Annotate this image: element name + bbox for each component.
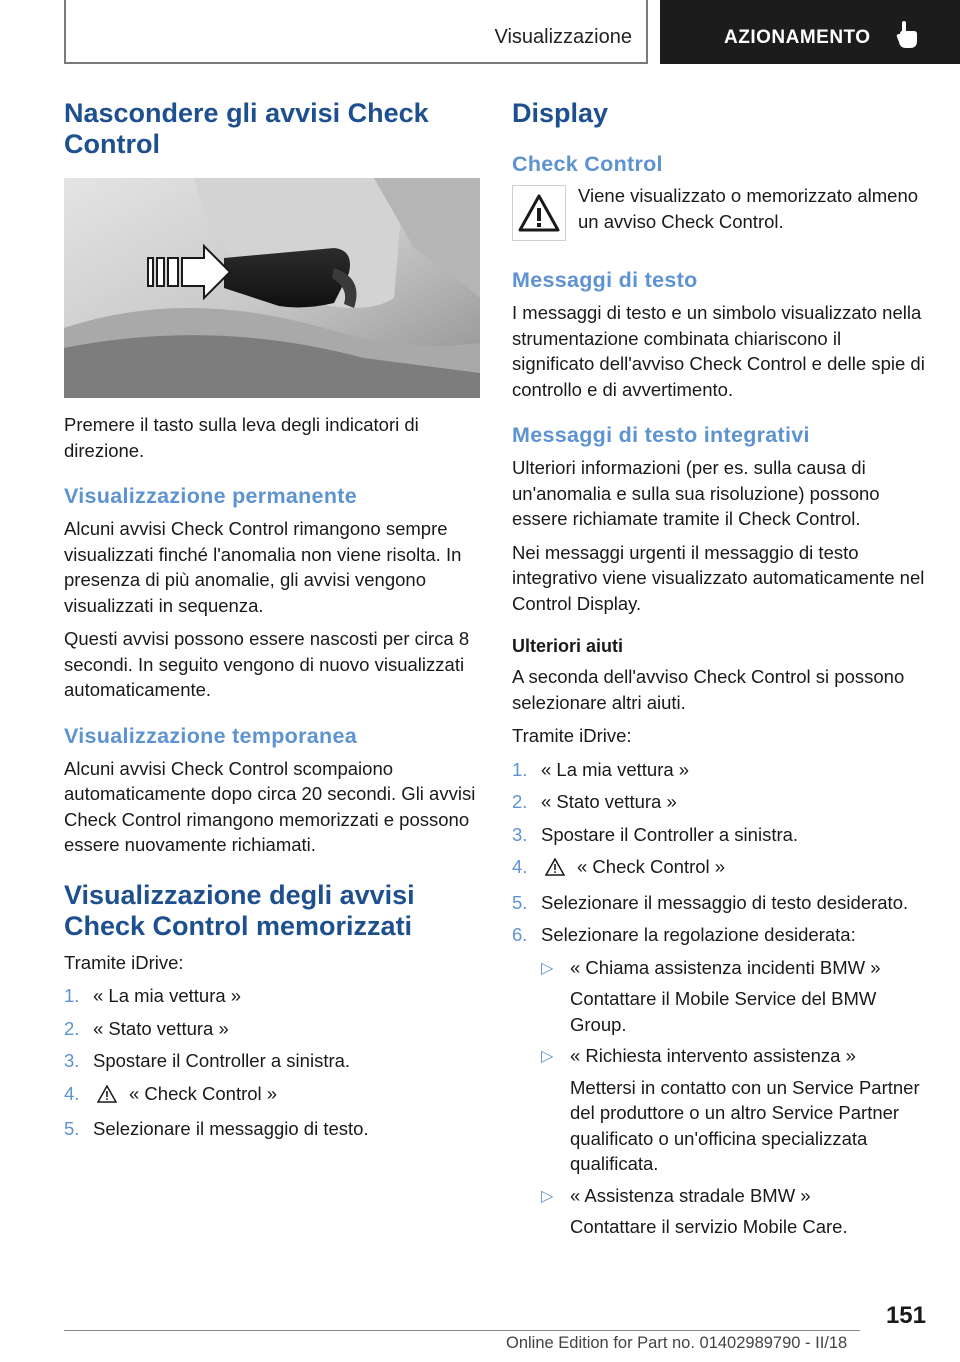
check-control-row — [512, 183, 928, 247]
chapter-label: AZIONAMENTO — [724, 27, 871, 48]
permanent-display-heading: Visualizzazione permanente — [64, 484, 357, 508]
display-heading: Display — [512, 98, 609, 128]
section-title: Visualizzazione — [494, 26, 632, 48]
right-column — [512, 98, 928, 1246]
text-messages-heading: Messaggi di testo — [512, 268, 698, 292]
left-column — [64, 98, 480, 1149]
list-item: 6. Selezionare la regolazione desiderata: — [512, 924, 856, 945]
text-messages-text: I messaggi di testo e un simbolo visualizzato nella strumentazione combinata chiariscono il significato dell'avviso Check Control e delle spie di controllo e di avvertimento. — [512, 302, 925, 400]
turn-signal-lever-photo — [64, 178, 480, 398]
stored-messages-heading: Visualizzazione degli avvisi Check Control memorizzati — [64, 879, 415, 941]
stored-steps-list — [64, 983, 480, 1142]
list-item: ▷ « Chiama assistenza incidenti BMW » Contattare il Mobile Service del BMW Group. — [541, 956, 881, 1035]
footer-divider — [64, 1330, 860, 1331]
list-item: 4. « Check Control » — [512, 854, 928, 883]
warning-triangle-icon — [97, 1084, 117, 1110]
further-help-text: A seconda dell'avviso Check Control si possono selezionare altri aiuti. — [512, 666, 905, 713]
additional-text-messages-heading: Messaggi di testo integrativi — [512, 423, 810, 447]
hide-check-control-heading: Nascondere gli avvisi Check Control — [64, 98, 429, 159]
check-control-text: Viene visualizzato o memorizzato almeno un avviso Check Control. — [578, 185, 919, 232]
header-section-box — [64, 0, 648, 64]
list-item: 5. Selezionare il messaggio di testo desiderato. — [512, 891, 909, 913]
help-options-list — [512, 955, 928, 1240]
additional-text-2: Nei messaggi urgenti il messaggio di testo integrativo viene visualizzato automaticamente nel Control Display. — [512, 541, 925, 614]
list-item: ▷ « Richiesta intervento assistenza » Mettersi in contatto con un Service Partner del produttore o un altro Service Partner qualificato o un'officina specializzata qualificata. — [541, 1045, 920, 1174]
list-item: 5. Selezionare il messaggio di testo. — [64, 1118, 369, 1139]
temporary-display-heading: Visualizzazione temporanea — [64, 723, 357, 748]
additional-text-1: Ulteriori informazioni (per es. sulla causa di un'anomalia e sulla sua risoluzione) possono essere richiamate tramite il Check Control. — [512, 457, 880, 529]
triangle-bullet-icon: ▷ — [541, 1187, 554, 1205]
list-item: 2. « Stato vettura » — [64, 1017, 229, 1039]
list-item: 4. « Check Control » — [64, 1081, 480, 1110]
photo-caption: Premere il tasto sulla leva degli indicatori di direzione. — [64, 414, 419, 461]
check-control-heading: Check Control — [512, 152, 663, 176]
hand-pointer-icon — [896, 20, 920, 55]
stored-intro: Tramite iDrive: — [64, 951, 184, 973]
permanent-display-text-2: Questi avvisi possono essere nascosti per circa 8 secondi. In seguito vengono di nuovo visualizzati automaticamente. — [64, 628, 470, 700]
triangle-bullet-icon: ▷ — [541, 959, 554, 977]
chapter-tab[interactable] — [660, 0, 960, 64]
further-help-heading: Ulteriori aiuti — [512, 636, 624, 656]
further-help-intro: Tramite iDrive: — [512, 725, 632, 746]
list-item: 2. « Stato vettura » — [512, 791, 677, 812]
list-item: 1. « La mia vettura » — [64, 985, 242, 1006]
list-item: 3. Spostare il Controller a sinistra. — [64, 1050, 351, 1071]
permanent-display-text-1: Alcuni avvisi Check Control rimangono sempre visualizzati finché l'anomalia non viene risolta. In presenza di più anomalie, gli avvisi vengono visualizzati in sequenza. — [64, 518, 462, 616]
list-item: 1. « La mia vettura » — [512, 758, 690, 780]
help-steps-list — [512, 757, 928, 948]
warning-triangle-icon — [512, 185, 566, 241]
list-item: ▷ « Assistenza stradale BMW » Contattare il servizio Mobile Care. — [541, 1184, 848, 1237]
list-item: 3. Spostare il Controller a sinistra. — [512, 823, 799, 845]
page-number: 151 — [885, 1302, 926, 1329]
triangle-bullet-icon: ▷ — [541, 1048, 554, 1065]
warning-triangle-icon — [545, 857, 565, 883]
temporary-display-text: Alcuni avvisi Check Control scompaiono automaticamente dopo circa 20 secondi. Gli avvisi Check Control rimangono memorizzati e possono essere nuovamente richiamati. — [64, 757, 476, 855]
footer-edition: Online Edition for Part no. 01402989790 - II/18 — [506, 1334, 848, 1352]
